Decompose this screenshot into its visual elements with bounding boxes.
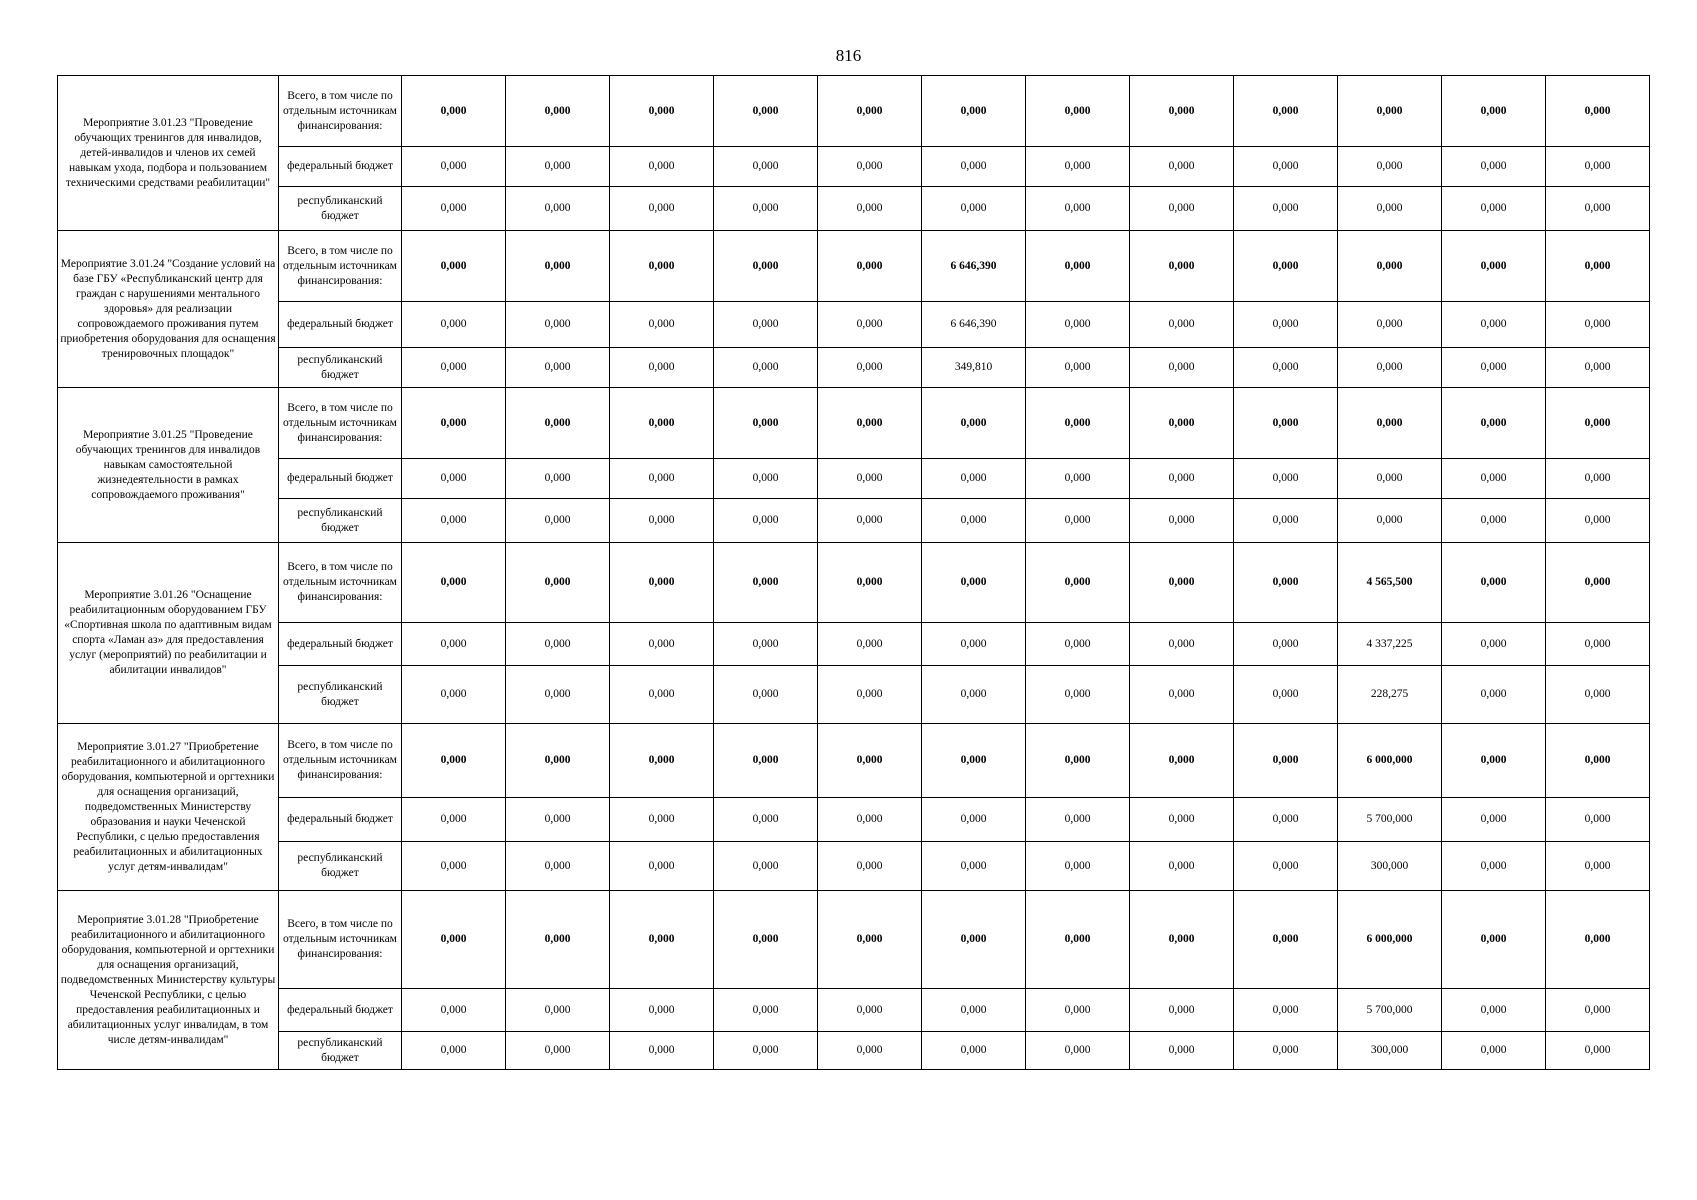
amount-cell: 0,000 — [1338, 388, 1442, 459]
amount-cell: 0,000 — [714, 989, 818, 1032]
funding-source-label: федеральный бюджет — [279, 989, 402, 1032]
amount-cell: 0,000 — [922, 1032, 1026, 1070]
amount-cell: 0,000 — [1442, 989, 1546, 1032]
event-title: Мероприятие 3.01.28 "Приобретение реабилитационного и абилитационного оборудования, компьютерной и оргтехники для оснащения организаций, подведомственных Министерству культуры Чеченской Республики, с целью предоставления реабилитационных и абилитационных услуг инвалидам, в том числе детям-инвалидам" — [58, 891, 279, 1070]
amount-cell: 0,000 — [1026, 543, 1130, 623]
amount-cell: 0,000 — [1130, 724, 1234, 798]
amount-cell: 0,000 — [818, 459, 922, 499]
event-title: Мероприятие 3.01.24 "Создание условий на базе ГБУ «Республиканский центр для граждан с нарушениями ментального здоровья» для реализации сопровождаемого проживания путем приобретения оборудования для оснащения тренировочных площадок" — [58, 231, 279, 388]
amount-cell: 0,000 — [610, 388, 714, 459]
amount-cell: 0,000 — [402, 842, 506, 891]
amount-cell: 0,000 — [1026, 891, 1130, 989]
funding-source-label: республиканский бюджет — [279, 348, 402, 388]
amount-cell: 0,000 — [922, 724, 1026, 798]
amount-cell: 0,000 — [922, 76, 1026, 147]
amount-cell: 0,000 — [1130, 231, 1234, 302]
amount-cell: 0,000 — [818, 666, 922, 724]
amount-cell: 0,000 — [1130, 798, 1234, 842]
table-row — [58, 459, 1650, 499]
amount-cell: 0,000 — [402, 499, 506, 543]
amount-cell: 0,000 — [1130, 666, 1234, 724]
amount-cell: 0,000 — [610, 1032, 714, 1070]
amount-cell: 0,000 — [1130, 348, 1234, 388]
amount-cell: 0,000 — [1026, 724, 1130, 798]
amount-cell: 0,000 — [1026, 623, 1130, 666]
amount-cell: 0,000 — [1234, 989, 1338, 1032]
amount-cell: 349,810 — [922, 348, 1026, 388]
amount-cell: 0,000 — [1442, 891, 1546, 989]
amount-cell: 0,000 — [714, 666, 818, 724]
amount-cell: 0,000 — [506, 1032, 610, 1070]
amount-cell: 0,000 — [1442, 499, 1546, 543]
amount-cell: 0,000 — [1130, 1032, 1234, 1070]
funding-source-label: Всего, в том числе по отдельным источникам финансирования: — [279, 231, 402, 302]
table-row — [58, 187, 1650, 231]
amount-cell: 0,000 — [1130, 187, 1234, 231]
amount-cell: 0,000 — [1130, 76, 1234, 147]
amount-cell: 0,000 — [922, 459, 1026, 499]
amount-cell: 0,000 — [1026, 302, 1130, 348]
amount-cell: 0,000 — [1234, 666, 1338, 724]
budget-table — [57, 75, 1650, 1070]
amount-cell: 0,000 — [506, 798, 610, 842]
amount-cell: 0,000 — [1130, 842, 1234, 891]
amount-cell: 0,000 — [1338, 302, 1442, 348]
amount-cell: 0,000 — [818, 891, 922, 989]
amount-cell: 0,000 — [1234, 543, 1338, 623]
amount-cell: 0,000 — [1442, 842, 1546, 891]
amount-cell: 300,000 — [1338, 842, 1442, 891]
amount-cell: 0,000 — [1130, 302, 1234, 348]
amount-cell: 0,000 — [402, 798, 506, 842]
amount-cell: 0,000 — [506, 348, 610, 388]
table-row — [58, 989, 1650, 1032]
funding-source-label: федеральный бюджет — [279, 798, 402, 842]
amount-cell: 0,000 — [714, 842, 818, 891]
table-row — [58, 76, 1650, 147]
funding-source-label: Всего, в том числе по отдельным источникам финансирования: — [279, 76, 402, 147]
amount-cell: 0,000 — [818, 842, 922, 891]
amount-cell: 0,000 — [1546, 147, 1650, 187]
amount-cell: 0,000 — [610, 147, 714, 187]
amount-cell: 0,000 — [402, 543, 506, 623]
amount-cell: 0,000 — [1546, 187, 1650, 231]
amount-cell: 0,000 — [506, 891, 610, 989]
table-row — [58, 388, 1650, 459]
amount-cell: 0,000 — [818, 1032, 922, 1070]
amount-cell: 6 646,390 — [922, 302, 1026, 348]
event-title: Мероприятие 3.01.27 "Приобретение реабилитационного и абилитационного оборудования, компьютерной и оргтехники для оснащения организаций, подведомственных Министерству образования и науки Чеченской Республики, с целью предоставления реабилитационных и абилитационных услуг детям-инвалидам" — [58, 724, 279, 891]
amount-cell: 0,000 — [1234, 842, 1338, 891]
amount-cell: 0,000 — [1338, 231, 1442, 302]
amount-cell: 0,000 — [1026, 348, 1130, 388]
amount-cell: 0,000 — [714, 76, 818, 147]
amount-cell: 0,000 — [1442, 388, 1546, 459]
amount-cell: 0,000 — [1026, 76, 1130, 147]
amount-cell: 0,000 — [402, 666, 506, 724]
table-row — [58, 348, 1650, 388]
table-row — [58, 842, 1650, 891]
event-title: Мероприятие 3.01.25 "Проведение обучающих тренингов для инвалидов навыкам самостоятельной жизнедеятельности в рамках сопровождаемого проживания" — [58, 388, 279, 543]
table-row — [58, 666, 1650, 724]
amount-cell: 0,000 — [610, 348, 714, 388]
amount-cell: 0,000 — [402, 187, 506, 231]
amount-cell: 4 337,225 — [1338, 623, 1442, 666]
amount-cell: 0,000 — [506, 388, 610, 459]
amount-cell: 0,000 — [1546, 989, 1650, 1032]
amount-cell: 0,000 — [922, 623, 1026, 666]
amount-cell: 0,000 — [610, 623, 714, 666]
amount-cell: 0,000 — [922, 499, 1026, 543]
amount-cell: 0,000 — [1546, 842, 1650, 891]
amount-cell: 0,000 — [506, 302, 610, 348]
amount-cell: 0,000 — [922, 147, 1026, 187]
amount-cell: 0,000 — [1338, 499, 1442, 543]
amount-cell: 0,000 — [714, 147, 818, 187]
amount-cell: 0,000 — [714, 724, 818, 798]
amount-cell: 0,000 — [1026, 1032, 1130, 1070]
amount-cell: 0,000 — [714, 1032, 818, 1070]
amount-cell: 0,000 — [1546, 231, 1650, 302]
amount-cell: 0,000 — [922, 543, 1026, 623]
funding-source-label: федеральный бюджет — [279, 459, 402, 499]
table-row — [58, 231, 1650, 302]
amount-cell: 0,000 — [402, 348, 506, 388]
amount-cell: 0,000 — [1442, 724, 1546, 798]
amount-cell: 228,275 — [1338, 666, 1442, 724]
amount-cell: 0,000 — [402, 1032, 506, 1070]
amount-cell: 0,000 — [818, 543, 922, 623]
amount-cell: 0,000 — [818, 187, 922, 231]
amount-cell: 0,000 — [1026, 147, 1130, 187]
amount-cell: 0,000 — [818, 499, 922, 543]
amount-cell: 0,000 — [1026, 499, 1130, 543]
amount-cell: 0,000 — [1338, 76, 1442, 147]
amount-cell: 0,000 — [1234, 499, 1338, 543]
funding-source-label: республиканский бюджет — [279, 187, 402, 231]
amount-cell: 0,000 — [1130, 891, 1234, 989]
amount-cell: 0,000 — [1026, 666, 1130, 724]
amount-cell: 0,000 — [506, 459, 610, 499]
amount-cell: 0,000 — [818, 302, 922, 348]
amount-cell: 0,000 — [610, 842, 714, 891]
amount-cell: 0,000 — [818, 989, 922, 1032]
amount-cell: 0,000 — [402, 724, 506, 798]
amount-cell: 0,000 — [1546, 388, 1650, 459]
amount-cell: 6 000,000 — [1338, 891, 1442, 989]
amount-cell: 0,000 — [714, 348, 818, 388]
amount-cell: 0,000 — [1234, 1032, 1338, 1070]
table-row — [58, 798, 1650, 842]
amount-cell: 6 000,000 — [1338, 724, 1442, 798]
amount-cell: 0,000 — [1442, 348, 1546, 388]
amount-cell: 0,000 — [1546, 1032, 1650, 1070]
table-row — [58, 302, 1650, 348]
amount-cell: 0,000 — [610, 891, 714, 989]
table-row — [58, 891, 1650, 989]
amount-cell: 0,000 — [402, 76, 506, 147]
amount-cell: 0,000 — [818, 724, 922, 798]
amount-cell: 0,000 — [714, 543, 818, 623]
amount-cell: 0,000 — [1546, 891, 1650, 989]
funding-source-label: Всего, в том числе по отдельным источникам финансирования: — [279, 543, 402, 623]
amount-cell: 0,000 — [506, 623, 610, 666]
amount-cell: 0,000 — [714, 623, 818, 666]
amount-cell: 0,000 — [1546, 798, 1650, 842]
amount-cell: 0,000 — [1130, 499, 1234, 543]
amount-cell: 0,000 — [818, 147, 922, 187]
amount-cell: 0,000 — [1442, 543, 1546, 623]
amount-cell: 0,000 — [506, 76, 610, 147]
amount-cell: 0,000 — [1026, 231, 1130, 302]
amount-cell: 0,000 — [610, 231, 714, 302]
amount-cell: 0,000 — [1442, 666, 1546, 724]
amount-cell: 0,000 — [1546, 76, 1650, 147]
amount-cell: 0,000 — [1026, 388, 1130, 459]
amount-cell: 0,000 — [1130, 989, 1234, 1032]
amount-cell: 0,000 — [1234, 147, 1338, 187]
amount-cell: 0,000 — [1546, 724, 1650, 798]
amount-cell: 0,000 — [1338, 459, 1442, 499]
amount-cell: 0,000 — [714, 891, 818, 989]
amount-cell: 0,000 — [818, 231, 922, 302]
amount-cell: 0,000 — [402, 388, 506, 459]
amount-cell: 0,000 — [506, 842, 610, 891]
amount-cell: 0,000 — [1234, 231, 1338, 302]
amount-cell: 0,000 — [402, 231, 506, 302]
amount-cell: 0,000 — [506, 231, 610, 302]
page-number: 816 — [835, 46, 862, 65]
amount-cell: 0,000 — [1338, 147, 1442, 187]
amount-cell: 0,000 — [714, 388, 818, 459]
amount-cell: 0,000 — [818, 76, 922, 147]
amount-cell: 0,000 — [610, 989, 714, 1032]
amount-cell: 0,000 — [1546, 543, 1650, 623]
amount-cell: 0,000 — [922, 388, 1026, 459]
funding-source-label: республиканский бюджет — [279, 666, 402, 724]
amount-cell: 0,000 — [1442, 623, 1546, 666]
amount-cell: 0,000 — [1338, 348, 1442, 388]
amount-cell: 0,000 — [506, 499, 610, 543]
funding-source-label: федеральный бюджет — [279, 623, 402, 666]
amount-cell: 0,000 — [922, 798, 1026, 842]
funding-source-label: республиканский бюджет — [279, 842, 402, 891]
amount-cell: 0,000 — [1234, 302, 1338, 348]
amount-cell: 0,000 — [1130, 459, 1234, 499]
amount-cell: 0,000 — [1546, 459, 1650, 499]
funding-source-label: республиканский бюджет — [279, 1032, 402, 1070]
amount-cell: 0,000 — [1442, 459, 1546, 499]
amount-cell: 0,000 — [714, 499, 818, 543]
amount-cell: 0,000 — [714, 302, 818, 348]
amount-cell: 0,000 — [1234, 623, 1338, 666]
amount-cell: 0,000 — [1130, 623, 1234, 666]
amount-cell: 4 565,500 — [1338, 543, 1442, 623]
amount-cell: 0,000 — [1234, 388, 1338, 459]
amount-cell: 0,000 — [1130, 388, 1234, 459]
amount-cell: 0,000 — [1026, 459, 1130, 499]
amount-cell: 0,000 — [1546, 666, 1650, 724]
funding-source-label: федеральный бюджет — [279, 147, 402, 187]
amount-cell: 6 646,390 — [922, 231, 1026, 302]
funding-source-label: федеральный бюджет — [279, 302, 402, 348]
amount-cell: 0,000 — [610, 302, 714, 348]
amount-cell: 0,000 — [1234, 798, 1338, 842]
amount-cell: 0,000 — [1026, 187, 1130, 231]
amount-cell: 0,000 — [1026, 798, 1130, 842]
table-row — [58, 724, 1650, 798]
table-row — [58, 147, 1650, 187]
amount-cell: 0,000 — [818, 623, 922, 666]
amount-cell: 0,000 — [1442, 302, 1546, 348]
funding-source-label: Всего, в том числе по отдельным источникам финансирования: — [279, 388, 402, 459]
amount-cell: 0,000 — [1026, 842, 1130, 891]
amount-cell: 0,000 — [1442, 187, 1546, 231]
amount-cell: 0,000 — [1442, 1032, 1546, 1070]
amount-cell: 0,000 — [1234, 891, 1338, 989]
amount-cell: 0,000 — [506, 724, 610, 798]
amount-cell: 0,000 — [402, 989, 506, 1032]
amount-cell: 0,000 — [402, 147, 506, 187]
amount-cell: 0,000 — [506, 543, 610, 623]
amount-cell: 0,000 — [1234, 724, 1338, 798]
amount-cell: 0,000 — [818, 388, 922, 459]
amount-cell: 0,000 — [402, 459, 506, 499]
amount-cell: 0,000 — [1546, 499, 1650, 543]
amount-cell: 0,000 — [714, 798, 818, 842]
amount-cell: 0,000 — [402, 302, 506, 348]
amount-cell: 0,000 — [610, 499, 714, 543]
amount-cell: 0,000 — [818, 348, 922, 388]
amount-cell: 0,000 — [610, 724, 714, 798]
amount-cell: 0,000 — [1546, 348, 1650, 388]
amount-cell: 0,000 — [1442, 798, 1546, 842]
amount-cell: 0,000 — [1338, 187, 1442, 231]
amount-cell: 0,000 — [610, 187, 714, 231]
amount-cell: 0,000 — [1026, 989, 1130, 1032]
event-title: Мероприятие 3.01.23 "Проведение обучающих тренингов для инвалидов, детей-инвалидов и членов их семей навыкам ухода, подбора и пользованием техническими средствами реабилитации" — [58, 76, 279, 231]
amount-cell: 5 700,000 — [1338, 798, 1442, 842]
funding-source-label: республиканский бюджет — [279, 499, 402, 543]
funding-source-label: Всего, в том числе по отдельным источникам финансирования: — [279, 724, 402, 798]
amount-cell: 0,000 — [1130, 543, 1234, 623]
amount-cell: 0,000 — [714, 459, 818, 499]
amount-cell: 0,000 — [610, 666, 714, 724]
amount-cell: 0,000 — [1546, 302, 1650, 348]
amount-cell: 0,000 — [1442, 231, 1546, 302]
amount-cell: 0,000 — [1442, 76, 1546, 147]
funding-source-label: Всего, в том числе по отдельным источникам финансирования: — [279, 891, 402, 989]
amount-cell: 0,000 — [610, 459, 714, 499]
amount-cell: 0,000 — [506, 666, 610, 724]
amount-cell: 0,000 — [1130, 147, 1234, 187]
amount-cell: 0,000 — [818, 798, 922, 842]
amount-cell: 0,000 — [506, 187, 610, 231]
amount-cell: 0,000 — [402, 891, 506, 989]
amount-cell: 0,000 — [610, 798, 714, 842]
amount-cell: 0,000 — [922, 187, 1026, 231]
amount-cell: 0,000 — [610, 543, 714, 623]
amount-cell: 0,000 — [1234, 76, 1338, 147]
amount-cell: 0,000 — [922, 989, 1026, 1032]
amount-cell: 0,000 — [922, 666, 1026, 724]
amount-cell: 300,000 — [1338, 1032, 1442, 1070]
table-row — [58, 1032, 1650, 1070]
amount-cell: 0,000 — [922, 891, 1026, 989]
amount-cell: 0,000 — [1234, 348, 1338, 388]
event-title: Мероприятие 3.01.26 "Оснащение реабилитационным оборудованием ГБУ «Спортивная школа по адаптивным видам спорта «Ламан аз» для предоставления услуг (мероприятий) по реабилитации и абилитации инвалидов" — [58, 543, 279, 724]
amount-cell: 0,000 — [1546, 623, 1650, 666]
amount-cell: 0,000 — [922, 842, 1026, 891]
amount-cell: 5 700,000 — [1338, 989, 1442, 1032]
amount-cell: 0,000 — [1234, 187, 1338, 231]
table-row — [58, 623, 1650, 666]
table-row — [58, 499, 1650, 543]
amount-cell: 0,000 — [506, 989, 610, 1032]
amount-cell: 0,000 — [714, 231, 818, 302]
amount-cell: 0,000 — [1442, 147, 1546, 187]
amount-cell: 0,000 — [610, 76, 714, 147]
table-row — [58, 543, 1650, 623]
amount-cell: 0,000 — [714, 187, 818, 231]
amount-cell: 0,000 — [506, 147, 610, 187]
amount-cell: 0,000 — [402, 623, 506, 666]
amount-cell: 0,000 — [1234, 459, 1338, 499]
